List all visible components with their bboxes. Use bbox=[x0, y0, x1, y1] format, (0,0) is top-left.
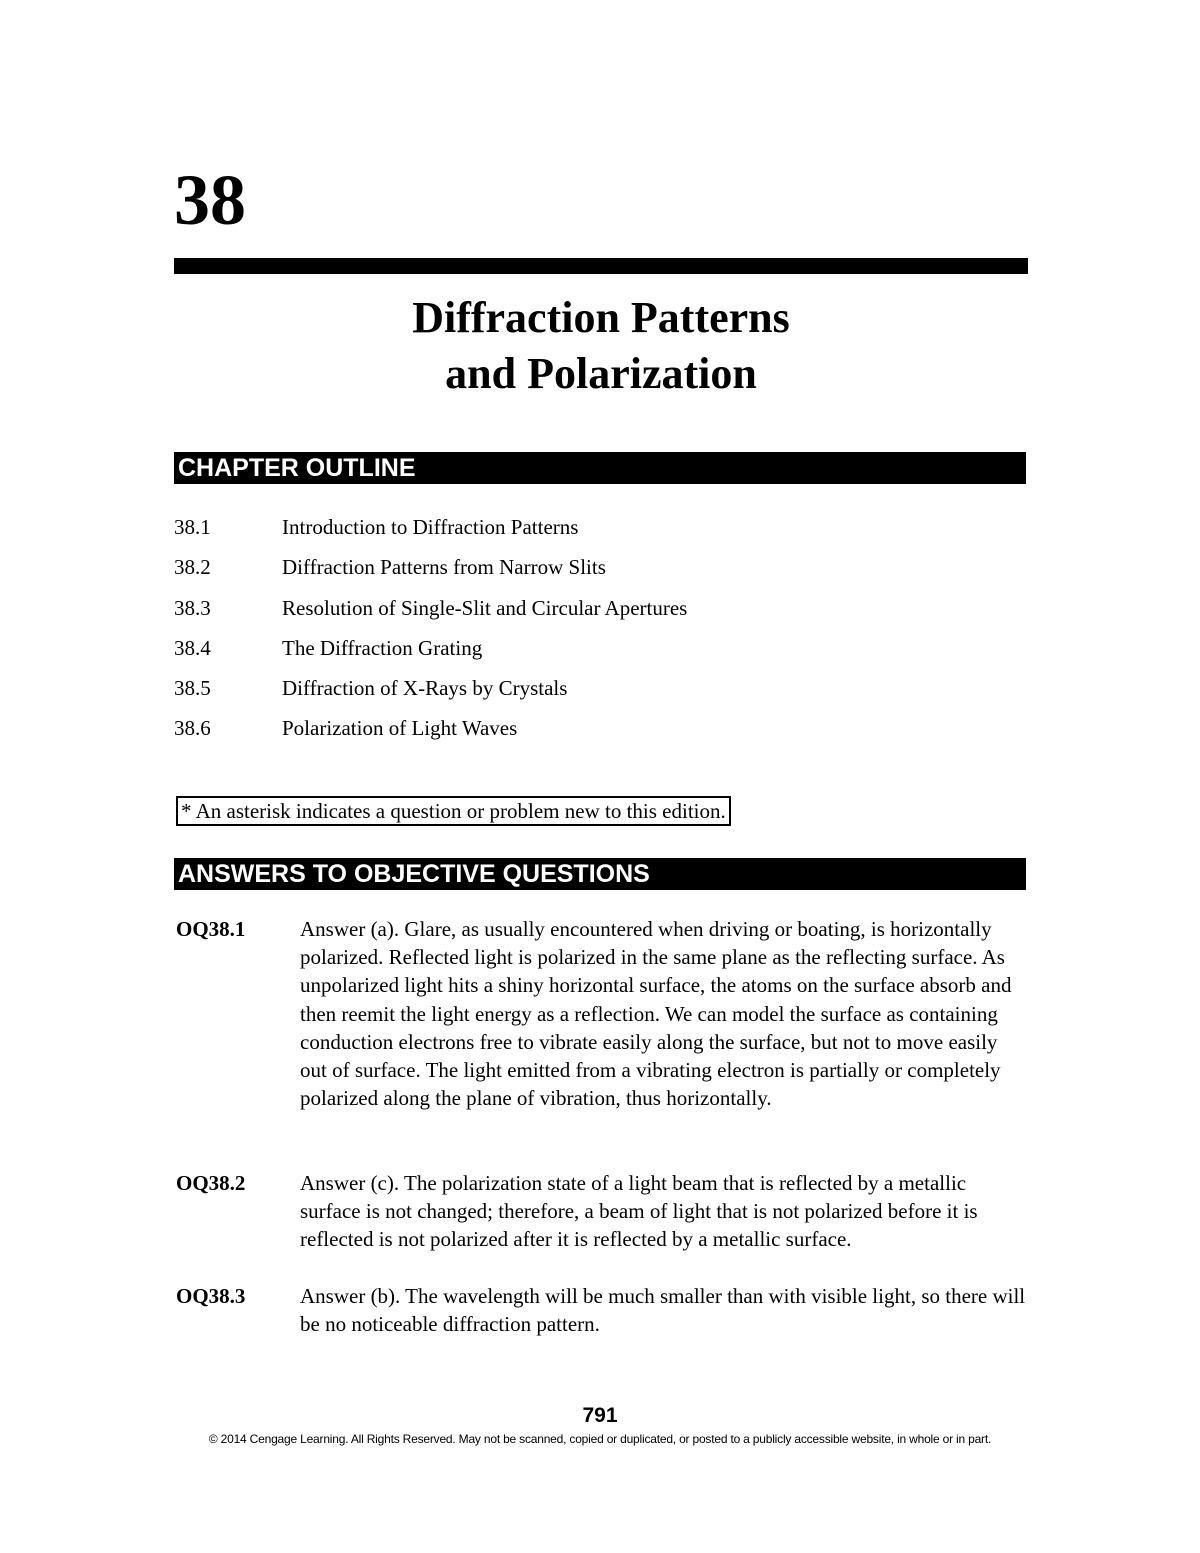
outline-item bbox=[174, 512, 687, 552]
question-answer: Answer (a). Glare, as usually encountered when driving or boating, is horizontally polarized. Reflected light is polarized in the same plane as the reflecting surface. As unpolarized light hits a shiny horizontal surface, the atoms on the surface absorb and then reemit the light energy as a reflection. We can model the surface as containing conduction electrons free to vibrate easily along the surface, but not to move easily out of surface. The light emitted from a vibrating electron is partially or completely polarized along the plane of vibration, thus horizontally. bbox=[300, 917, 1012, 1111]
outline-item-number: 38.4 bbox=[174, 635, 211, 660]
outline-item bbox=[174, 673, 687, 713]
outline-item bbox=[174, 713, 687, 753]
chapter-title-line2: and Polarization bbox=[445, 349, 757, 398]
outline-item bbox=[174, 593, 687, 633]
objective-question bbox=[176, 1169, 1026, 1254]
objective-question bbox=[176, 1282, 1026, 1338]
outline-item bbox=[174, 552, 687, 592]
question-answer: Answer (b). The wavelength will be much smaller than with visible light, so there will be no noticeable diffraction pattern. bbox=[300, 1284, 1026, 1337]
question-answer: Answer (c). The polarization state of a light beam that is reflected by a metallic surface is not changed; therefore, a beam of light that is not polarized before it is reflected is not polarized after it is reflected by a metallic surface. bbox=[300, 1171, 978, 1252]
question-label: OQ38.3 bbox=[176, 1284, 246, 1308]
chapter-number: 38 bbox=[174, 160, 246, 240]
outline-item-number: 38.2 bbox=[174, 555, 211, 580]
objective-questions-heading: ANSWERS TO OBJECTIVE QUESTIONS bbox=[174, 858, 1026, 890]
question-label: OQ38.1 bbox=[176, 917, 246, 941]
objective-question bbox=[176, 915, 1026, 1112]
page-number: 791 bbox=[582, 1404, 618, 1427]
asterisk-note: * An asterisk indicates a question or problem new to this edition. bbox=[176, 796, 731, 826]
outline-item-label: Diffraction of X-Rays by Crystals bbox=[282, 676, 568, 701]
outline-item-label: Polarization of Light Waves bbox=[282, 716, 518, 741]
outline-item-label: Diffraction Patterns from Narrow Slits bbox=[282, 555, 606, 580]
chapter-outline-heading: CHAPTER OUTLINE bbox=[174, 452, 1026, 484]
chapter-title-line1: Diffraction Patterns bbox=[412, 293, 790, 342]
title-rule bbox=[174, 258, 1028, 274]
outline-item-number: 38.3 bbox=[174, 595, 211, 620]
outline-item-label: The Diffraction Grating bbox=[282, 635, 483, 660]
chapter-outline-list bbox=[174, 512, 687, 754]
outline-item-number: 38.6 bbox=[174, 716, 211, 741]
outline-item-label: Introduction to Diffraction Patterns bbox=[282, 515, 579, 539]
outline-item-label: Resolution of Single-Slit and Circular Apertures bbox=[282, 595, 688, 620]
copyright-notice: © 2014 Cengage Learning. All Rights Reserved. May not be scanned, copied or duplicated, or posted to a publicly accessible website, in whole or in part. bbox=[208, 1432, 992, 1446]
outline-item bbox=[174, 633, 687, 673]
outline-item-number: 38.1 bbox=[174, 515, 211, 539]
question-label: OQ38.2 bbox=[176, 1171, 246, 1195]
outline-item-number: 38.5 bbox=[174, 676, 211, 701]
chapter-title bbox=[174, 290, 1028, 402]
